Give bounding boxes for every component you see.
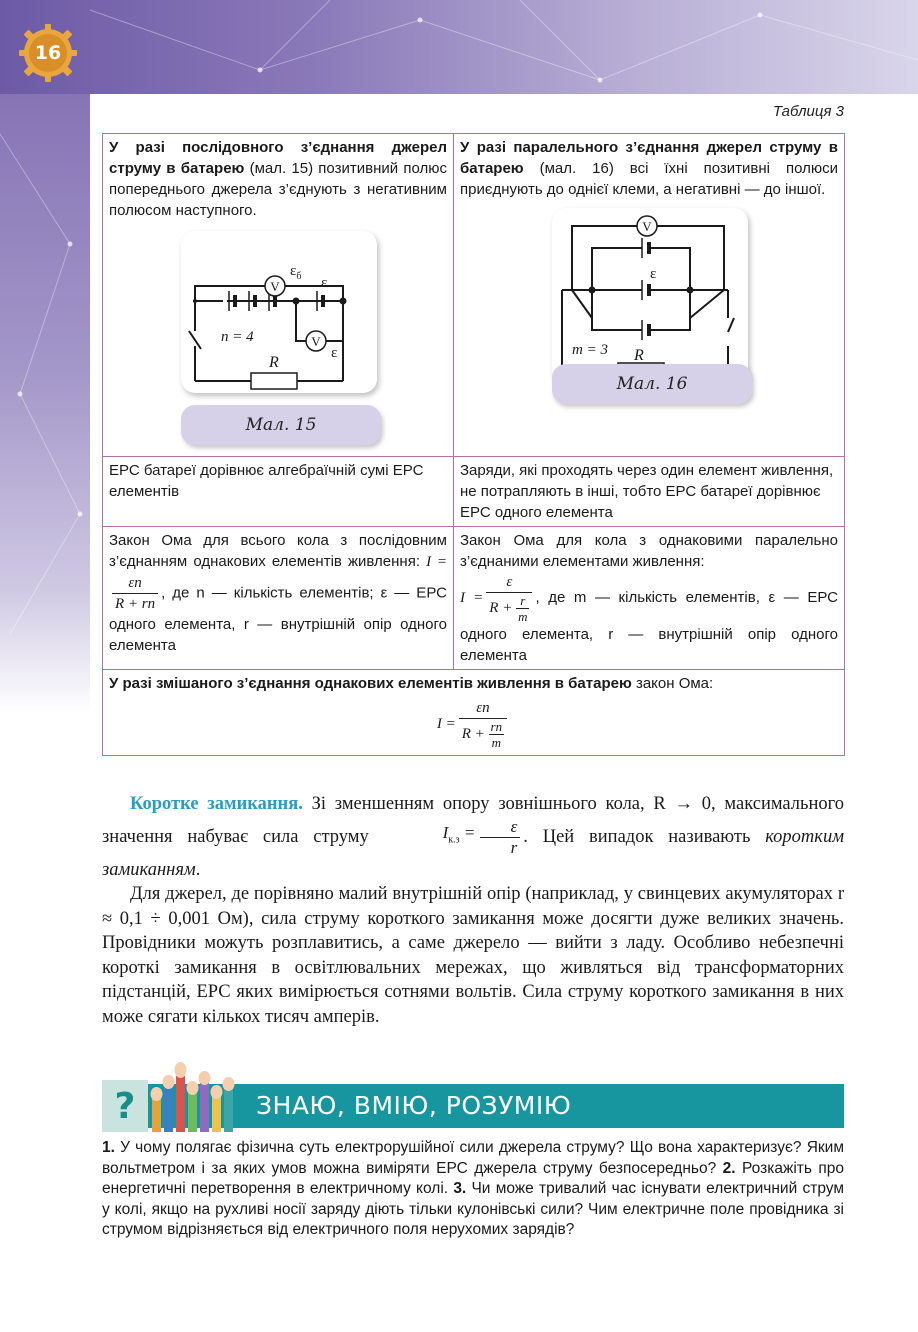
question-number: 2. <box>722 1159 736 1177</box>
serial-ohm-explanation: , де n — кількість елементів; ε — ЕРС одного елемента, r — внутрішній опір одного елемента <box>109 584 447 654</box>
constellation-decoration-side <box>0 94 90 714</box>
mixed-formula-fraction <box>459 698 507 750</box>
voltmeter-label: V <box>270 279 280 294</box>
resistor-label: R <box>269 354 279 371</box>
parallel-circuit-diagram <box>552 208 748 384</box>
formula-denominator: R + $\frac{r}{m}$ <box>489 593 528 624</box>
emf-battery-label: $\varepsilon_б$ <box>290 263 302 282</box>
constellation-decoration <box>0 0 918 94</box>
serial-emf-cell <box>103 457 454 527</box>
term-italic: коротким замиканням <box>102 826 845 880</box>
voltmeter-label: V <box>311 334 321 349</box>
term-short-circuit: Коротке замикання. <box>130 794 303 814</box>
question-text: Чи може тривалий час існувати електричний струм у колі, якщо на рухливі носії заряду діють тільки кулонівські сили? Чим електричне поле провідника зі струмом відрізняється від електричного поля нерухомих зарядів? <box>102 1180 844 1238</box>
figure-15 <box>109 221 447 453</box>
figure-16-card <box>552 208 748 384</box>
figure-16 <box>460 200 838 410</box>
mixed-formula-lhs: I = <box>436 715 456 732</box>
main-text <box>102 792 844 1029</box>
question-number: 3. <box>453 1180 467 1197</box>
parallel-ohm-intro: Закон Ома для кола з однаковими паралельно з’єднаними елементами живлення: <box>460 532 838 570</box>
figure-15-label: Мал. 15 <box>181 405 381 445</box>
serial-formula-lhs: I = <box>426 554 447 570</box>
emf-label: ε <box>321 275 328 291</box>
serial-ohm-formula <box>112 573 158 614</box>
review-questions <box>102 1138 844 1241</box>
serial-ohm-intro: Закон Ома для всього кола з послідовним з’єднанням однакових елементів живлення: <box>109 532 447 570</box>
comparison-table <box>102 133 845 756</box>
parallel-ohm-cell <box>454 527 845 670</box>
table-row <box>103 457 845 527</box>
side-decoration <box>0 94 90 714</box>
emf-label: ε <box>650 266 657 282</box>
cell-count-label: m = 3 <box>572 342 608 358</box>
serial-emf-text: ЕРС батареї дорівнює алгебраїчній сумі ЕРС елементів <box>109 462 424 500</box>
formula-denominator: R + $\frac{rn}{m}$ <box>461 719 503 750</box>
section-title: ЗНАЮ, ВМІЮ, РОЗУМІЮ <box>256 1091 572 1120</box>
resistor-label: R <box>634 347 644 364</box>
mixed-connection-cell <box>103 670 845 756</box>
mixed-formula <box>109 694 838 752</box>
formula-numerator: εn <box>112 573 158 594</box>
parallel-emf-text: Заряди, які проходять через один елемент живлення, не потрапляють в інші, тобто ЕРС батареї дорівнює ЕРС одного елемента <box>460 462 834 521</box>
table-row <box>103 670 845 756</box>
header-banner <box>0 0 918 94</box>
table-row <box>103 134 845 457</box>
nested-fraction: $\frac{r}{m}$ <box>518 593 528 624</box>
paragraph-text: Зі зменшенням опору зовнішнього кола, R → 0, максимального значення набуває сила струму <box>102 794 845 847</box>
formula-denominator: R + rn <box>115 596 156 612</box>
formula-lhs: $I_{к.з}$ = <box>442 823 476 846</box>
question-text: Розкажіть про енергетичні перетворення в електричному колі. <box>102 1159 844 1197</box>
figure-16-label: Мал. 16 <box>552 364 752 404</box>
nested-fraction: $\frac{rn}{m}$ <box>490 719 503 750</box>
parallel-heading: У разі паралельного з’єднання джерел струму в батарею <box>460 139 838 177</box>
parallel-description <box>460 137 838 200</box>
mixed-heading-rest: закон Ома: <box>631 675 714 692</box>
question-text: У чому полягає фізична суть електрорушійної сили джерела струму? Що вона характеризує? Яким вольтметром і за яких умов можна виміряти ЕРС джерела струму безпосередньо? <box>102 1139 844 1177</box>
paragraph: Для джерел, де порівняно малий внутрішній опір (наприклад, у свинцевих акумуляторах r ≈ 0,1 ÷ 0,001 Ом), сила струму короткого замикання може досягти дуже великих значень. Провідники можуть розплавитись, а саме джерело — вийти з ладу. Особливо небезпечні короткі замикання в освітлювальних мережах, що живляться від трансформаторних підстанцій, ЕРС яких вимірюється сотнями вольтів. Сила струму короткого замикання в них може сягати кількох тисяч амперів. <box>102 884 844 1027</box>
paragraph-text: . <box>195 859 201 880</box>
serial-heading-rest: (мал. 15) позитивний полюс попереднього джерела з’єднують з негативним полюсом наступного. <box>109 160 447 219</box>
page-number: 16 <box>34 42 62 64</box>
parallel-ohm-formula <box>486 572 532 624</box>
serial-circuit-diagram <box>181 231 377 393</box>
paragraph <box>102 792 844 882</box>
cell-count-label: n = 4 <box>221 329 254 345</box>
paragraph-text: . Цей випадок називають <box>523 826 766 847</box>
formula-numerator: ε <box>486 572 532 593</box>
table-row <box>103 527 845 670</box>
serial-description <box>109 137 447 221</box>
parallel-heading-rest: (мал. 16) всі їхні позитивні полюси приєднують до однієї клеми, а негативні — до іншої. <box>460 160 838 198</box>
parallel-ohm-explanation: , де m — кількість елементів, ε — ЕРС одного елемента, r — внутрішній опір одного елемента <box>460 588 838 664</box>
parallel-emf-cell <box>454 457 845 527</box>
serial-heading: У разі послідовного з’єднання джерел струму в батарею <box>109 139 447 177</box>
figure-15-card <box>181 231 377 393</box>
parallel-formula-lhs: I = <box>460 589 484 606</box>
formula-numerator: εn <box>459 698 507 719</box>
raised-hands-icon <box>148 1058 248 1132</box>
question-mark-icon: ? <box>102 1080 148 1132</box>
voltmeter-label: V <box>642 219 652 234</box>
table-caption: Таблиця 3 <box>772 103 844 120</box>
mixed-heading: У разі змішаного з’єднання однакових елементів живлення в батарею <box>109 675 632 692</box>
formula-fraction: $\frac{\varepsilon}{r}$ <box>480 817 521 858</box>
serial-ohm-cell <box>103 527 454 670</box>
short-circuit-formula <box>387 817 521 858</box>
parallel-description-cell <box>454 134 845 457</box>
question-number: 1. <box>102 1139 115 1156</box>
serial-description-cell <box>103 134 454 457</box>
mixed-connection-text <box>109 673 838 694</box>
emf-label: ε <box>331 345 338 361</box>
